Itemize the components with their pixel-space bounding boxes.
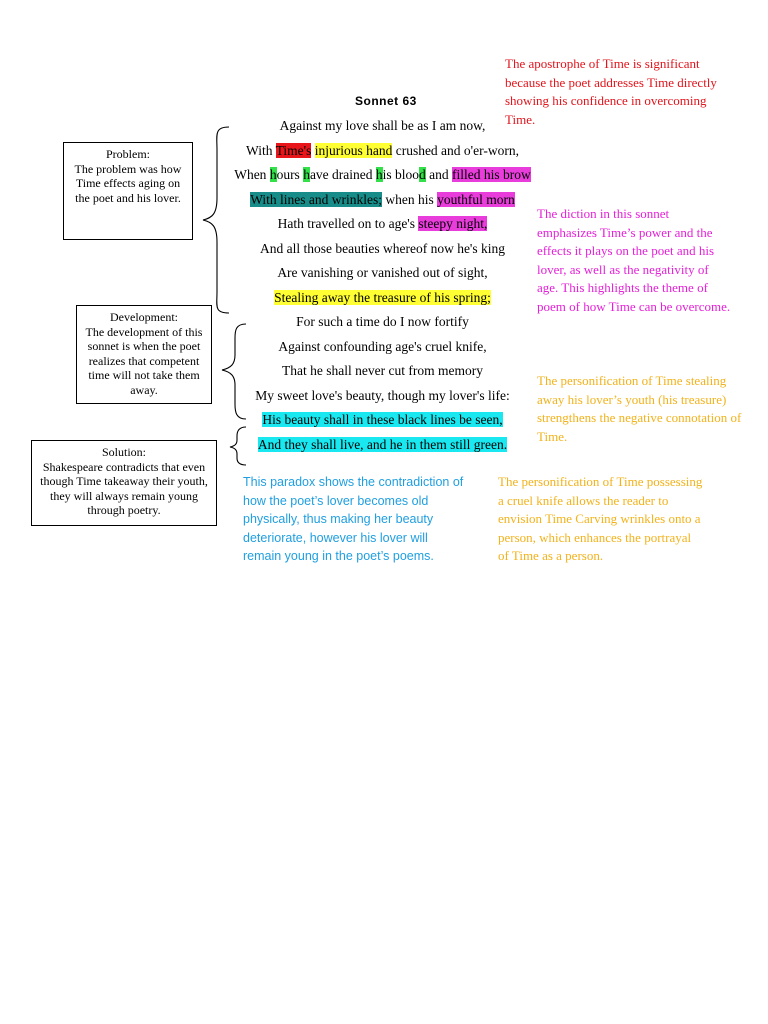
poem-line <box>225 411 540 428</box>
apostrophe-note: The apostrophe of Time is significant because the poet addresses Time directly showing his confidence in overcoming Time. <box>505 56 717 127</box>
poem-text: when his <box>382 191 438 207</box>
poem-line <box>225 436 540 453</box>
development-text: The development of this sonnet is when the poet realizes that competent time will not take them away. <box>85 324 203 397</box>
personification-stealing-note: The personification of Time stealing away his lover’s youth (his treasure) strengthens the negative connotation of Time. <box>537 373 742 444</box>
highlighted-phrase: steepy night, <box>418 216 488 231</box>
paradox-note: This paradox shows the contradiction of how the poet’s lover becomes old physically, thus making her beauty deteriorate, however his lover will remain young in the poet’s poems. <box>243 475 464 563</box>
poem-line <box>225 264 540 281</box>
poem-line <box>225 289 540 306</box>
highlighted-phrase: injurious hand <box>314 142 393 158</box>
solution-box <box>31 440 217 526</box>
poem-line <box>225 313 540 330</box>
poem-text: With <box>246 142 276 158</box>
highlighted-phrase: d <box>419 167 426 182</box>
poem-line <box>225 240 540 257</box>
highlighted-phrase: youthful morn <box>437 191 515 207</box>
development-box <box>76 305 212 404</box>
highlighted-phrase: h <box>303 167 310 182</box>
highlighted-phrase: And they shall live, and he in them still green. <box>257 436 508 452</box>
poem-line <box>225 387 540 404</box>
solution-text: Shakespeare contradicts that even though Time takeaway their youth, they will always remain young through poetry. <box>40 459 208 517</box>
solution-label: Solution: <box>101 445 146 459</box>
development-label: Development: <box>110 310 178 324</box>
poem-line <box>225 215 540 232</box>
poem-text: Against my love shall be as I am now, <box>279 118 486 133</box>
poem-text: When <box>234 167 270 182</box>
highlighted-phrase: h <box>375 167 383 182</box>
poem-line <box>225 191 540 208</box>
problem-box <box>63 142 193 240</box>
poem-text: Hath travelled on to age's <box>277 216 419 231</box>
poem-text: and <box>425 167 453 182</box>
poem-text: crushed and o'er-worn, <box>392 142 519 158</box>
personification-knife-note: The personification of Time possessing a cruel knife allows the reader to envision Time Carving wrinkles onto a person, which enhances the portrayal of Time as a person. <box>498 474 703 563</box>
diction-note: The diction in this sonnet emphasizes Time’s power and the effects it plays on the poet and his lover, as well as the negativity of age. This highlights the theme of poem of how Time can be overcome. <box>537 206 731 314</box>
poem-text: ave drained <box>309 167 376 182</box>
problem-text: The problem was how Time effects aging on the poet and his lover. <box>74 161 182 205</box>
poem-line <box>225 338 540 355</box>
highlighted-phrase: With lines and wrinkles; <box>250 191 383 207</box>
highlighted-phrase: Stealing away the treasure of his spring; <box>274 289 491 305</box>
poem-line <box>225 362 540 379</box>
highlighted-phrase: Time's <box>275 142 312 158</box>
poem-line <box>225 142 540 159</box>
poem-text: My sweet love's beauty, though my lover's life: <box>255 387 510 403</box>
poem-text: Against confounding age's cruel knife, <box>278 338 487 354</box>
poem-line <box>225 166 540 183</box>
highlighted-phrase: h <box>269 167 277 182</box>
poem-text: Are vanishing or vanished out of sight, <box>277 265 488 280</box>
poem-text: That he shall never cut from memory <box>282 363 483 378</box>
poem-text: ours <box>276 167 304 182</box>
poem-text: And all those beauties whereof now he's king <box>260 240 505 256</box>
poem-text: For such a time do I now fortify <box>296 314 469 329</box>
highlighted-phrase: His beauty shall in these black lines be seen, <box>262 412 503 427</box>
poem-line <box>225 117 540 134</box>
sonnet-title: Sonnet 63 <box>355 94 417 108</box>
problem-label: Problem: <box>106 147 150 161</box>
poem-text: is bloo <box>382 167 420 182</box>
highlighted-phrase: filled his brow <box>452 167 531 182</box>
